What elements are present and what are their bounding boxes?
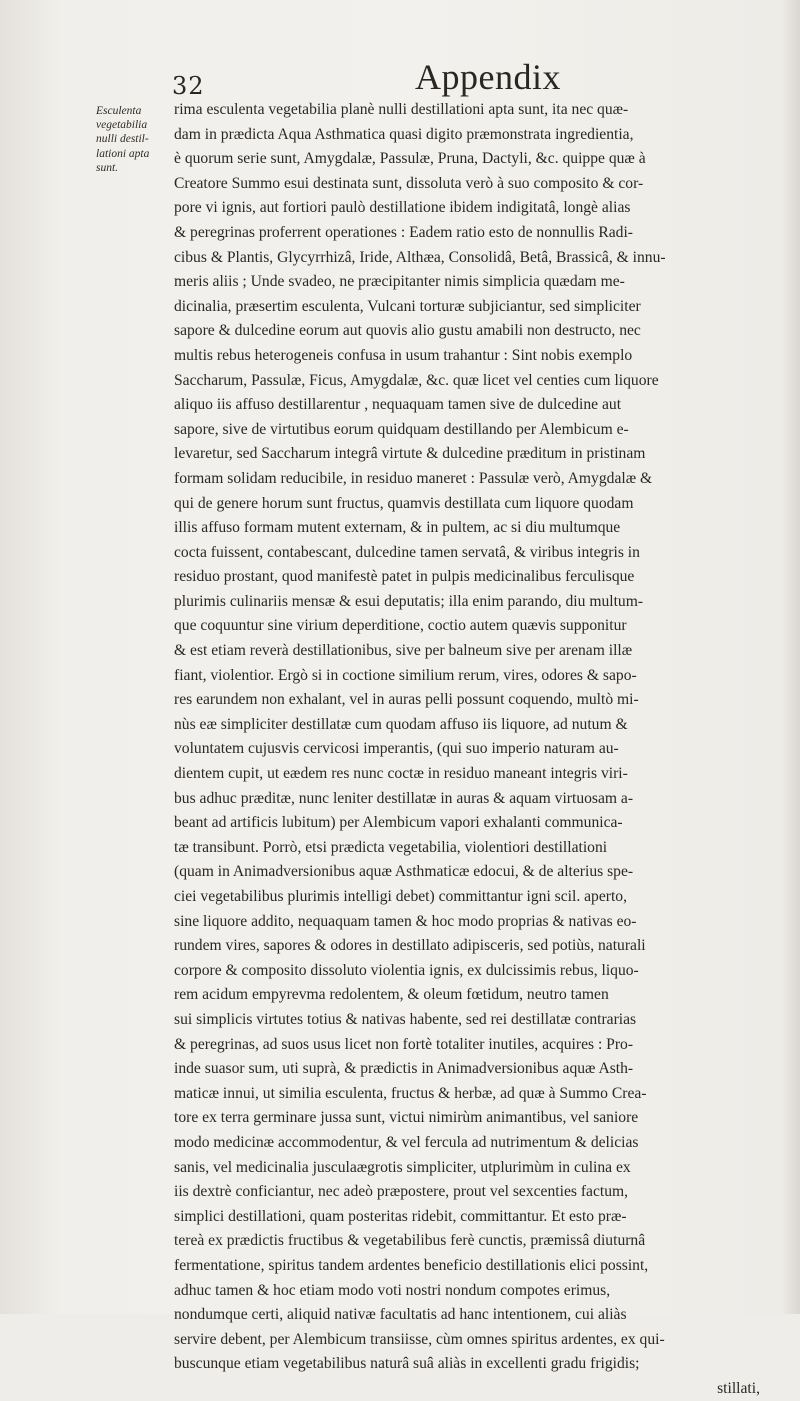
margin-note-line: lationi apta: [96, 147, 150, 160]
text-line: rima esculenta vegetabilia planè nulli destillationi apta sunt, ita nec quæ-: [174, 101, 629, 118]
text-line: residuo prostant, quod manifestè patet in pulpis medicinalibus ferculisque: [174, 568, 635, 586]
text-line: res earundem non exhalant, vel in auras pelli possunt coquendo, multò mi-: [174, 691, 639, 709]
text-line: stillati,: [717, 1379, 760, 1397]
text-line: nondumque certi, aliquid nativæ facultatis ad hanc intentionem, cui aliàs: [174, 1306, 627, 1324]
text-line: Saccharum, Passulæ, Ficus, Amygdalæ, &c. quæ licet vel centies cum liquore: [174, 371, 659, 389]
text-line: levaretur, sed Saccharum integrâ virtute & dulcedine præditum in pristinam: [174, 445, 646, 463]
text-line: plurimis culinariis mensæ & esui deputatis; illa enim parando, diu multum-: [174, 592, 644, 610]
text-line: è quorum serie sunt, Amygdalæ, Passulæ, Pruna, Dactyli, &c. quippe quæ à: [174, 150, 646, 168]
text-line: sapore, sive de virtutibus eorum quidquam destillando per Alembicum e-: [174, 420, 629, 438]
text-line: & est etiam reverà destillationibus, sive per balneum sive per arenam illæ: [174, 642, 633, 660]
running-title: Appendix: [415, 57, 561, 97]
text-line: multis rebus heterogeneis confusa in usum trahantur : Sint nobis exemplo: [174, 346, 633, 364]
text-line: & peregrinas, ad suos usus licet non fortè totaliter inutiles, acquires : Pro-: [174, 1035, 634, 1053]
text-line: inde suasor sum, uti suprà, & prædictis in Animadversionibus aquæ Asth-: [174, 1060, 634, 1078]
text-line: simplici destillationi, quam posteritas ridebit, committantur. Et esto præ-: [174, 1207, 627, 1225]
text-line: tæ transibunt. Porrò, etsi prædicta vegetabilia, violentiori destillationi: [174, 838, 608, 856]
body-text: [174, 98, 794, 1401]
margin-note-line: Esculenta: [96, 105, 142, 117]
text-line: pore vi ignis, aut fortiori paulò destillatione ibidem indigitatâ, longè alias: [174, 199, 631, 217]
text-line: cibus & Plantis, Glycyrrhizâ, Iride, Althæa, Consolidâ, Betâ, Brassicâ, & innu-: [174, 248, 666, 266]
text-line: aliquo iis affuso destillarentur , nequaquam tamen sive de dulcedine aut: [174, 396, 622, 414]
text-line: dicinalia, præsertim esculenta, Vulcani torturæ subjiciantur, sed simpliciter: [174, 297, 641, 315]
text-line: dientem cupit, ut eædem res nunc coctæ in residuo maneant integris viri-: [174, 765, 628, 783]
text-line: bus adhuc præditæ, nunc leniter destillatæ in auras & aquam virtuosam a-: [174, 789, 634, 807]
text-line: tereà ex prædictis fructibus & vegetabilibus ferè cunctis, præmissâ diuturnâ: [174, 1232, 646, 1250]
text-line: corpore & composito dissoluto violentia ignis, ex dulcissimis rebus, liquo-: [174, 961, 639, 979]
text-line: ciei vegetabilibus plurimis intelligi debet) committantur igni scil. aperto,: [174, 888, 627, 905]
text-line: que coquuntur sine virium deperditione, coctio autem quævis supponitur: [174, 617, 627, 635]
text-line: rem acidum empyrevma redolentem, & oleum fœtidum, neutro tamen: [174, 986, 609, 1004]
text-line: servire debent, per Alembicum transiisse, cùm omnes spiritus ardentes, ex qui-: [174, 1330, 665, 1348]
text-line: rundem vires, sapores & odores in destillato adipisceris, sed potiùs, naturali: [174, 937, 646, 955]
text-line: beant ad artificis lubitum) per Alembicum vapori exhalanti communica-: [174, 814, 623, 832]
text-line: & peregrinas proferrent operationes : Eadem ratio esto de nonnullis Radi-: [174, 223, 634, 241]
text-line: tore ex terra germinare jussa sunt, victui nimirùm animantibus, vel saniore: [174, 1109, 639, 1127]
text-line: fiant, violentior. Ergò si in coctione similium rerum, vires, odores & sapo-: [174, 666, 637, 684]
margin-note-line: vegetabilia: [96, 119, 148, 132]
text-line: dam in prædicta Aqua Asthmatica quasi digito præmonstrata ingredientia,: [174, 125, 634, 143]
page-header: [150, 52, 710, 102]
text-line: adhuc tamen & hoc etiam modo voti nostri nondum compotes erimus,: [174, 1281, 611, 1299]
text-line: formam solidam reducibile, in residuo maneret : Passulæ verò, Amygdalæ &: [174, 469, 653, 487]
text-line: sine liquore addito, nequaquam tamen & hoc modo proprias & nativas eo-: [174, 912, 637, 930]
text-line: Creatore Summo esui destinata sunt, dissoluta verò à suo composito & cor-: [174, 174, 644, 192]
text-line: voluntatem cujusvis cervicosi imperantis, (qui suo imperio naturam au-: [174, 740, 619, 758]
text-line: (quam in Animadversionibus aquæ Asthmaticæ edocui, & de alterius spe-: [174, 863, 634, 881]
text-line: meris aliis ; Unde svadeo, ne præcipitanter nimis simplicia quædam me-: [174, 273, 625, 291]
text-line: cocta fuissent, contabescant, dulcedine tamen servatâ, & viribus integris in: [174, 543, 640, 561]
text-line: illis affuso formam mutent externam, & in pultem, ac si diu multumque: [174, 519, 621, 537]
text-line: qui de genere horum sunt fructus, quamvis destillata cum liquore quodam: [174, 494, 634, 512]
margin-note-line: nulli destil-: [96, 133, 149, 146]
text-line: modo medicinæ accommodentur, & vel fercula ad nutrimentum & delicias: [174, 1133, 639, 1151]
text-line: buscunque etiam vegetabilibus naturâ suâ aliàs in excellenti gradu frigidis;: [174, 1355, 640, 1373]
page-edge-shadow: [782, 0, 800, 1314]
text-line: sanis, vel medicinalia jusculaægrotis simpliciter, utplurimùm in culina ex: [174, 1158, 631, 1176]
text-line: sapore & dulcedine eorum aut quovis alio gustu amabili non destructo, nec: [174, 322, 641, 340]
text-line: fermentatione, spiritus tandem ardentes beneficio destillationis elici possint,: [174, 1256, 649, 1274]
text-line: iis dextrè conficiantur, nec adeò præpostere, prout vel sexcenties factum,: [174, 1183, 629, 1201]
margin-note: [96, 104, 170, 175]
text-line: maticæ innui, ut similia esculenta, fructus & herbæ, ad quæ à Summo Crea-: [174, 1084, 647, 1102]
page-number: 32: [172, 72, 205, 100]
margin-note-line: sunt.: [96, 161, 119, 174]
text-line: sui simplicis virtutes totius & nativas habente, sed rei destillatæ contrarias: [174, 1010, 637, 1028]
text-line: nùs eæ simpliciter destillatæ cum quodam affuso iis liquore, ad nutum &: [174, 715, 628, 733]
